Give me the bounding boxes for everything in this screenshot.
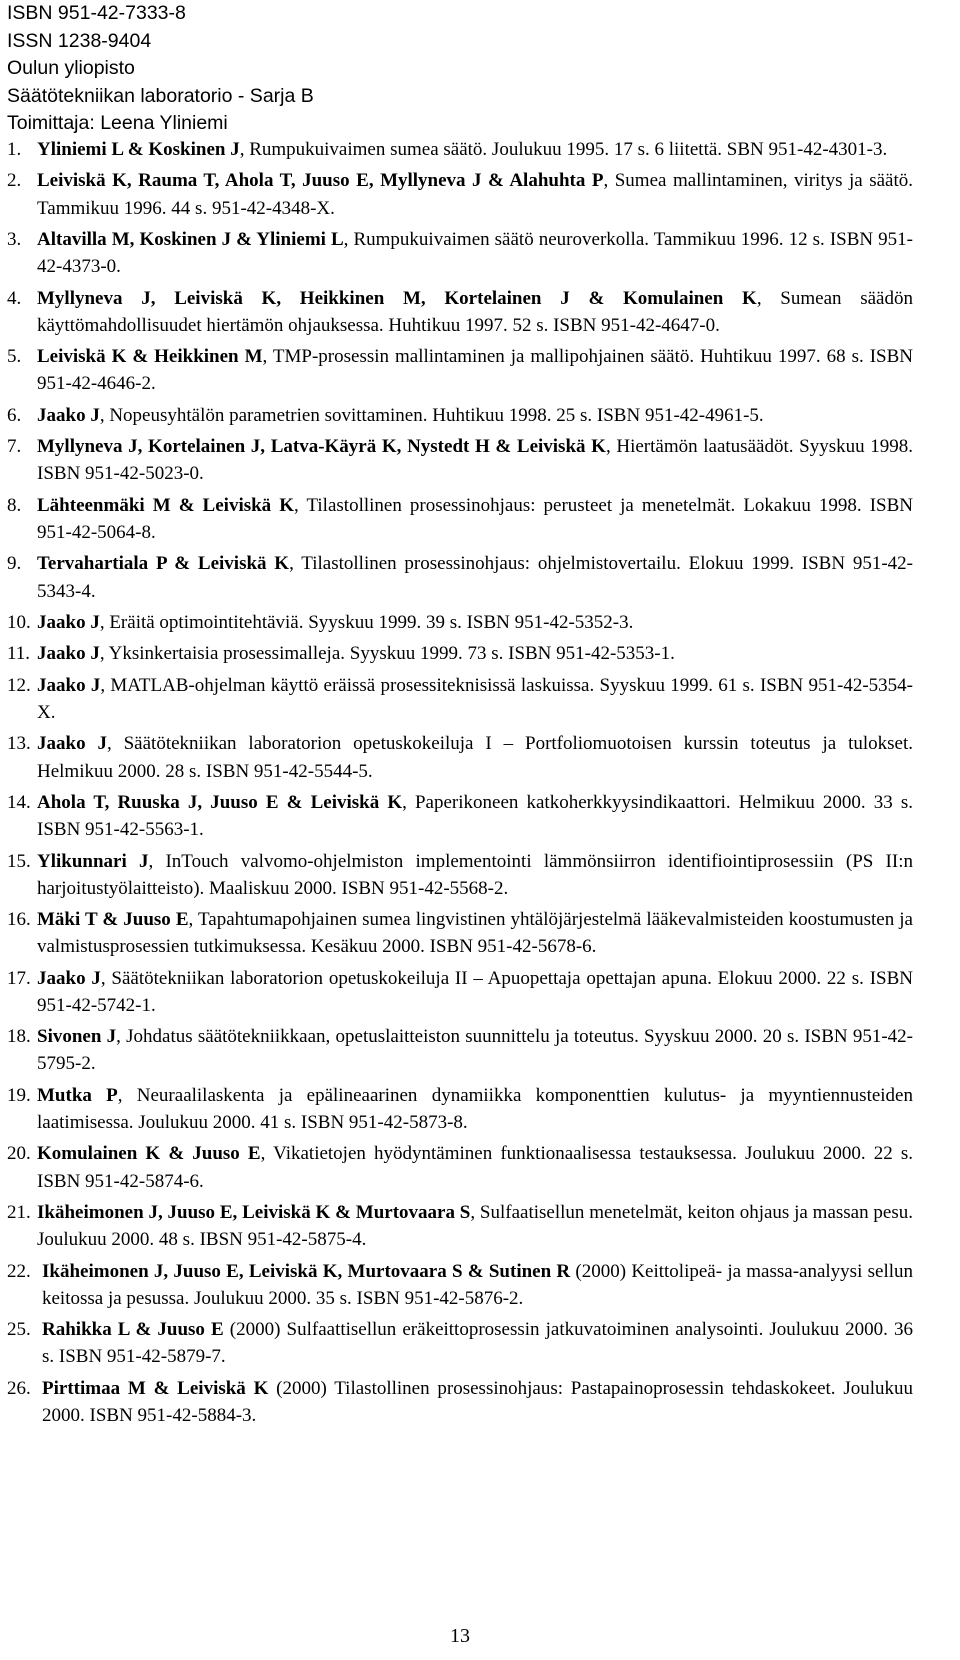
- item-text: [37, 640, 913, 667]
- item-authors: Jaako J: [37, 404, 100, 426]
- item-details: , InTouch valvomo-ohjelmiston implementointi lämmönsiirron identifiointiprosessiin (PS II:n harjoitustyölaitteisto). Maaliskuu 2000. ISBN 951-42-5568-2.: [37, 850, 913, 899]
- item-authors: Sivonen J: [37, 1026, 117, 1048]
- item-text: [37, 550, 913, 604]
- item-authors: Yliniemi L & Koskinen J: [37, 139, 240, 160]
- list-item: [7, 285, 913, 339]
- item-number: 5.: [7, 346, 22, 368]
- item-number: 22.: [7, 1260, 31, 1282]
- item-number: 25.: [7, 1319, 31, 1341]
- item-details: , Hiertämön laatusäädöt. Syyskuu 1998. ISBN 951-42-5023-0.: [37, 436, 913, 485]
- item-authors: Lähteenmäki M & Leiviskä K: [37, 494, 295, 516]
- item-text: [37, 672, 913, 726]
- list-item: [7, 1140, 913, 1194]
- item-authors: Jaako J: [37, 733, 107, 755]
- item-details: , Rumpukuivaimen säätö neuroverkolla. Tammikuu 1996. 12 s. ISBN 951-42-4373-0.: [37, 228, 914, 278]
- page-number: 13: [450, 1625, 470, 1647]
- item-authors: Leiviskä K, Rauma T, Ahola T, Juuso E, Myllyneva J & Alahuhta P: [37, 170, 604, 192]
- item-number: 11.: [7, 643, 31, 665]
- item-text: [37, 906, 913, 960]
- item-text: [37, 226, 913, 280]
- item-text: [37, 1082, 913, 1136]
- item-text: [37, 1140, 913, 1194]
- isbn-line: ISBN 951-42-7333-8: [7, 2, 186, 24]
- item-text: [37, 609, 913, 636]
- item-authors: Pirttimaa M & Leiviskä K: [42, 1377, 269, 1399]
- series-line: Säätötekniikan laboratorio - Sarja B: [7, 84, 314, 107]
- item-number: 26.: [7, 1377, 31, 1399]
- university-line: Oulun yliopisto: [7, 57, 135, 79]
- list-item: [7, 965, 913, 1019]
- item-text: [37, 343, 913, 397]
- item-details: , Tilastollinen prosessinohjaus: perusteet ja menetelmät. Lokakuu 1998. ISBN 951-42-5064-8.: [37, 494, 913, 543]
- item-authors: Rahikka L & Juuso E: [42, 1319, 224, 1341]
- item-number: 17.: [7, 967, 31, 989]
- editor-line: Toimittaja: Leena Yliniemi: [7, 112, 228, 134]
- list-item: [7, 789, 913, 843]
- item-authors: Tervahartiala P & Leiviskä K: [37, 553, 290, 575]
- list-item: [7, 136, 913, 163]
- list-item: [7, 640, 913, 667]
- list-item: [7, 906, 913, 960]
- list-item: [7, 1082, 913, 1136]
- item-text: [37, 167, 913, 221]
- item-authors: Ikäheimonen J, Juuso E, Leiviskä K, Murtovaara S & Sutinen R: [42, 1260, 571, 1282]
- item-authors: Ikäheimonen J, Juuso E, Leiviskä K & Murtovaara S: [37, 1202, 471, 1224]
- list-item: [7, 609, 913, 636]
- item-details: (2000) Keittolipeä- ja massa-analyysi sellun keitossa ja pesussa. Joulukuu 2000. 35 s. ISBN 951-42-5876-2.: [42, 1260, 913, 1309]
- item-details: (2000) Sulfaattisellun eräkeittoprosessin jatkuvatoiminen analysointi. Joulukuu 2000. 36 s. ISBN 951-42-5879-7.: [42, 1319, 913, 1368]
- item-number: 19.: [7, 1084, 31, 1106]
- item-authors: Altavilla M, Koskinen J & Yliniemi L: [37, 228, 344, 250]
- list-item: [7, 492, 913, 546]
- item-number: 3.: [7, 228, 22, 250]
- item-authors: Jaako J: [37, 611, 100, 633]
- item-text: [37, 136, 913, 163]
- item-number: 1.: [7, 139, 22, 160]
- item-details: , Rumpukuivaimen sumea säätö. Joulukuu 1995. 17 s. 6 liitettä. SBN 951-42-4301-3.: [239, 139, 888, 160]
- item-details: , Sumean säädön käyttömahdollisuudet hiertämön ohjauksessa. Huhtikuu 1997. 52 s. ISBN 951-42-4647-0.: [37, 287, 913, 336]
- item-number: 10.: [7, 611, 31, 633]
- item-text: [37, 730, 913, 784]
- list-item: [7, 1023, 913, 1077]
- list-item: [7, 167, 913, 221]
- list-item: [7, 402, 913, 429]
- item-number: 13.: [7, 733, 31, 755]
- item-details: , Sumea mallintaminen, viritys ja säätö. Tammikuu 1996. 44 s. 951-42-4348-X.: [37, 170, 914, 219]
- item-number: 12.: [7, 674, 31, 696]
- header-block: [7, 0, 314, 138]
- item-authors: Leiviskä K & Heikkinen M: [37, 346, 263, 368]
- list-item: [7, 730, 913, 784]
- item-number: 21.: [7, 1202, 31, 1224]
- item-number: 20.: [7, 1143, 31, 1165]
- item-text: [37, 402, 913, 429]
- item-details: , Neuraalilaskenta ja epälineaarinen dynamiikka komponenttien kulutus- ja myyntiennusteiden laatimisessa. Joulukuu 2000. 41 s. ISBN 951-42-5873-8.: [37, 1084, 913, 1134]
- item-number: 6.: [7, 404, 22, 426]
- item-details: , Säätötekniikan laboratorion opetuskokeiluja II – Apuopettaja opettajan apuna. Elokuu 2000. 22 s. ISBN 951-42-5742-1.: [37, 967, 913, 1016]
- item-authors: Jaako J: [37, 643, 100, 665]
- item-number: 7.: [7, 436, 22, 458]
- list-item: [7, 1316, 913, 1370]
- item-number: 8.: [7, 494, 22, 516]
- list-item: [7, 550, 913, 604]
- item-number: 14.: [7, 791, 31, 813]
- publication-list: [7, 136, 913, 1433]
- item-authors: Mäki T & Juuso E: [37, 909, 189, 931]
- item-number: 2.: [7, 170, 22, 192]
- item-number: 15.: [7, 850, 31, 872]
- item-details: , Nopeusyhtälön parametrien sovittaminen. Huhtikuu 1998. 25 s. ISBN 951-42-4961-5.: [99, 404, 764, 426]
- item-number: 16.: [7, 909, 31, 931]
- item-authors: Myllyneva J, Kortelainen J, Latva-Käyrä K, Nystedt H & Leiviskä K: [37, 436, 606, 458]
- item-authors: Jaako J: [37, 674, 101, 696]
- list-item: [7, 848, 913, 902]
- item-text: [37, 492, 913, 546]
- item-details: , TMP-prosessin mallintaminen ja mallipohjainen säätö. Huhtikuu 1997. 68 s. ISBN 951-42-4646-2.: [37, 346, 913, 395]
- item-number: 4.: [7, 287, 22, 309]
- item-number: 9.: [7, 553, 22, 575]
- list-item: [7, 343, 913, 397]
- item-authors: Ylikunnari J: [37, 850, 149, 872]
- item-text: [37, 965, 913, 1019]
- item-text: [37, 1199, 913, 1253]
- item-details: , Vikatietojen hyödyntäminen funktionaalisessa testauksessa. Joulukuu 2000. 22 s. ISBN 951-42-5874-6.: [37, 1143, 913, 1192]
- list-item: [7, 226, 913, 280]
- item-text: [37, 789, 913, 843]
- item-authors: Komulainen K & Juuso E: [37, 1143, 261, 1165]
- item-details: , Tapahtumapohjainen sumea lingvistinen yhtälöjärjestelmä lääkevalmisteiden koostumusten ja valmistusprosessien tutkimuksessa. Kesäkuu 2000. ISBN 951-42-5678-6.: [37, 909, 913, 958]
- list-item: [7, 1258, 913, 1312]
- item-authors: Ahola T, Ruuska J, Juuso E & Leiviskä K: [37, 791, 403, 813]
- list-item: [7, 672, 913, 726]
- item-details: (2000) Tilastollinen prosessinohjaus: Pastapainoprosessin tehdaskokeet. Joulukuu 2000. ISBN 951-42-5884-3.: [42, 1377, 913, 1427]
- item-text: [42, 1316, 913, 1370]
- issn-line: ISSN 1238-9404: [7, 29, 152, 52]
- item-details: , Paperikoneen katkoherkkyysindikaattori. Helmikuu 2000. 33 s. ISBN 951-42-5563-1.: [37, 791, 914, 841]
- item-text: [42, 1375, 913, 1429]
- list-item: [7, 1199, 913, 1253]
- item-details: , Sulfaatisellun menetelmät, keiton ohjaus ja massan pesu. Joulukuu 2000. 48 s. IBSN 951-42-5875-4.: [37, 1202, 913, 1251]
- item-details: , Eräitä optimointitehtäviä. Syyskuu 1999. 39 s. ISBN 951-42-5352-3.: [99, 611, 634, 633]
- item-text: [42, 1258, 913, 1312]
- list-item: [7, 1375, 913, 1429]
- item-text: [37, 285, 913, 339]
- list-item: [7, 433, 913, 487]
- item-details: , Säätötekniikan laboratorion opetuskokeiluja I – Portfoliomuotoisen kurssin toteutus ja tulokset. Helmikuu 2000. 28 s. ISBN 951-42-5544-5.: [37, 733, 913, 782]
- item-details: , MATLAB-ohjelman käyttö eräissä prosessiteknisissä laskuissa. Syyskuu 1999. 61 s. ISBN 951-42-5354-X.: [37, 674, 913, 723]
- item-authors: Mutka P: [37, 1084, 118, 1106]
- item-text: [37, 848, 913, 902]
- item-authors: Jaako J: [37, 967, 101, 989]
- item-text: [37, 1023, 913, 1077]
- item-details: , Johdatus säätötekniikkaan, opetuslaitteiston suunnittelu ja toteutus. Syyskuu 2000. 20 s. ISBN 951-42-5795-2.: [37, 1026, 913, 1075]
- item-authors: Myllyneva J, Leiviskä K, Heikkinen M, Kortelainen J & Komulainen K: [37, 287, 757, 309]
- item-details: , Tilastollinen prosessinohjaus: ohjelmistovertailu. Elokuu 1999. ISBN 951-42-5343-4.: [37, 553, 914, 602]
- item-text: [37, 433, 913, 487]
- item-details: , Yksinkertaisia prosessimalleja. Syyskuu 1999. 73 s. ISBN 951-42-5353-1.: [99, 643, 675, 665]
- item-number: 18.: [7, 1026, 31, 1048]
